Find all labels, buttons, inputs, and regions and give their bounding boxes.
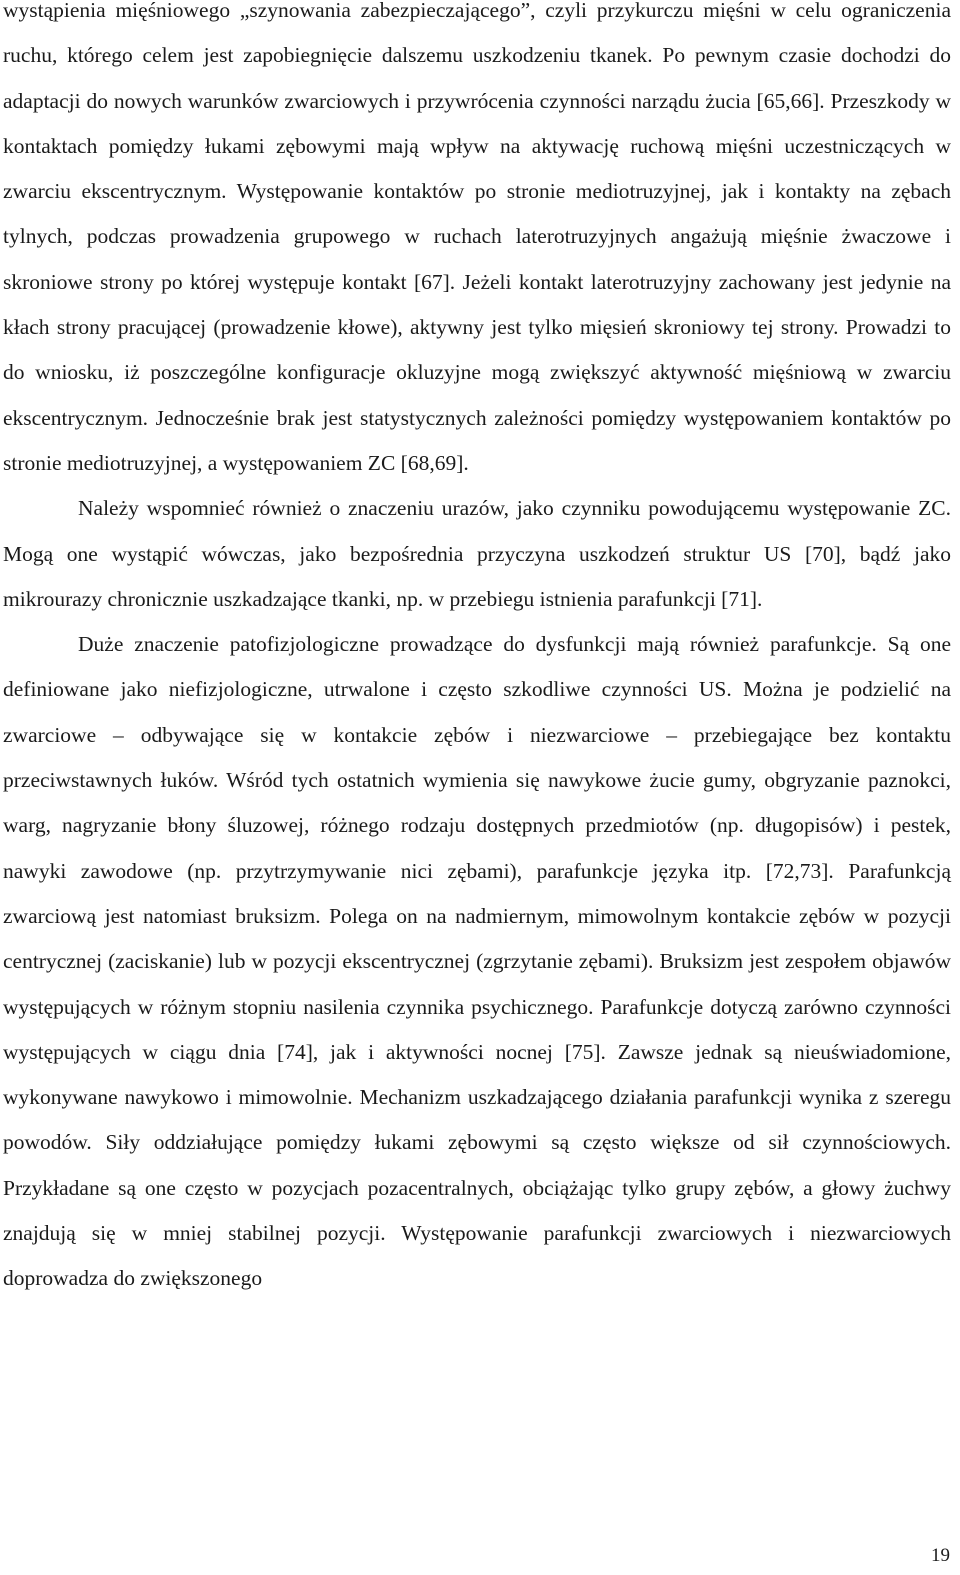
body-text — [3, 0, 951, 1302]
page-number: 19 — [931, 1545, 950, 1566]
paragraph-trauma: Należy wspomnieć również o znaczeniu urazów, jako czynniku powodującemu występowanie ZC. Mogą one wystąpić wówczas, jako bezpośrednia przyczyna uszkodzeń struktur US [70], bądź jako mikrourazy chronicznie uszkadzające tkanki, np. w przebiegu istnienia parafunkcji [71]. — [3, 496, 951, 611]
paragraph-parafunctions: Duże znaczenie patofizjologiczne prowadzące do dysfunkcji mają również parafunkcje. Są one definiowane jako niefizjologiczne, utrwalone i często szkodliwe czynności US. Można je podzielić na zwarciowe – odbywające się w kontakcie zębów i niezwarciowe – przebiegające bez kontaktu przeciwstawnych łuków. Wśród tych ostatnich wymienia się nawykowe żucie gumy, obgryzanie paznokci, warg, nagryzanie błony śluzowej, różnego rodzaju dostępnych przedmiotów (np. długopisów) i pestek, nawyki zawodowe (np. przytrzymywanie nici zębami), parafunkcje języka itp. [72,73]. Parafunkcją zwarciową jest natomiast bruksizm. Polega on na nadmiernym, mimowolnym kontakcie zębów w pozycji centrycznej (zaciskanie) lub w pozycji ekscentrycznej (zgrzytanie zębami). Bruksizm jest zespołem objawów występujących w różnym stopniu nasilenia czynnika psychicznego. Parafunkcje dotyczą zarówno czynności występujących w ciągu dnia [74], jak i aktywności nocnej [75]. Zawsze jednak są nieuświadomione, wykonywane nawykowo i mimowolnie. Mechanizm uszkadzającego działania parafunkcji wynika z szeregu powodów. Siły oddziałujące pomiędzy łukami zębowymi są często większe od sił czynnościowych. Przykładane są one często w pozycjach pozacentralnych, obciążając tylko grupy zębów, a głowy żuchwy znajdują się w mniej stabilnej pozycji. Występowanie parafunkcji zwarciowych i niezwarciowych doprowadza do zwiększonego — [3, 632, 951, 1291]
paragraph-continuation: wystąpienia mięśniowego „szynowania zabezpieczającego”, czyli przykurczu mięśni w celu ograniczenia ruchu, którego celem jest zapobiegnięcie dalszemu uszkodzeniu tkanek. Po pewnym czasie dochodzi do adaptacji do nowych warunków zwarciowych i przywrócenia czynności narządu żucia [65,66]. Przeszkody w kontaktach pomiędzy łukami zębowymi mają wpływ na aktywację ruchową mięśni uczestniczących w zwarciu ekscentrycznym. Występowanie kontaktów po stronie mediotruzyjnej, jak i kontakty na zębach tylnych, podczas prowadzenia grupowego w ruchach laterotruzyjnych angażują mięśnie żwaczowe i skroniowe strony po której występuje kontakt [67]. Jeżeli kontakt laterotruzyjny zachowany jest jedynie na kłach strony pracującej (prowadzenie kłowe), aktywny jest tylko mięsień skroniowy tej strony. Prowadzi to do wniosku, iż poszczególne konfiguracje okluzyjne mogą zwiększyć aktywność mięśniową w zwarciu ekscentrycznym. Jednocześnie brak jest statystycznych zależności pomiędzy występowaniem kontaktów po stronie mediotruzyjnej, a występowaniem ZC [68,69]. — [3, 0, 951, 475]
